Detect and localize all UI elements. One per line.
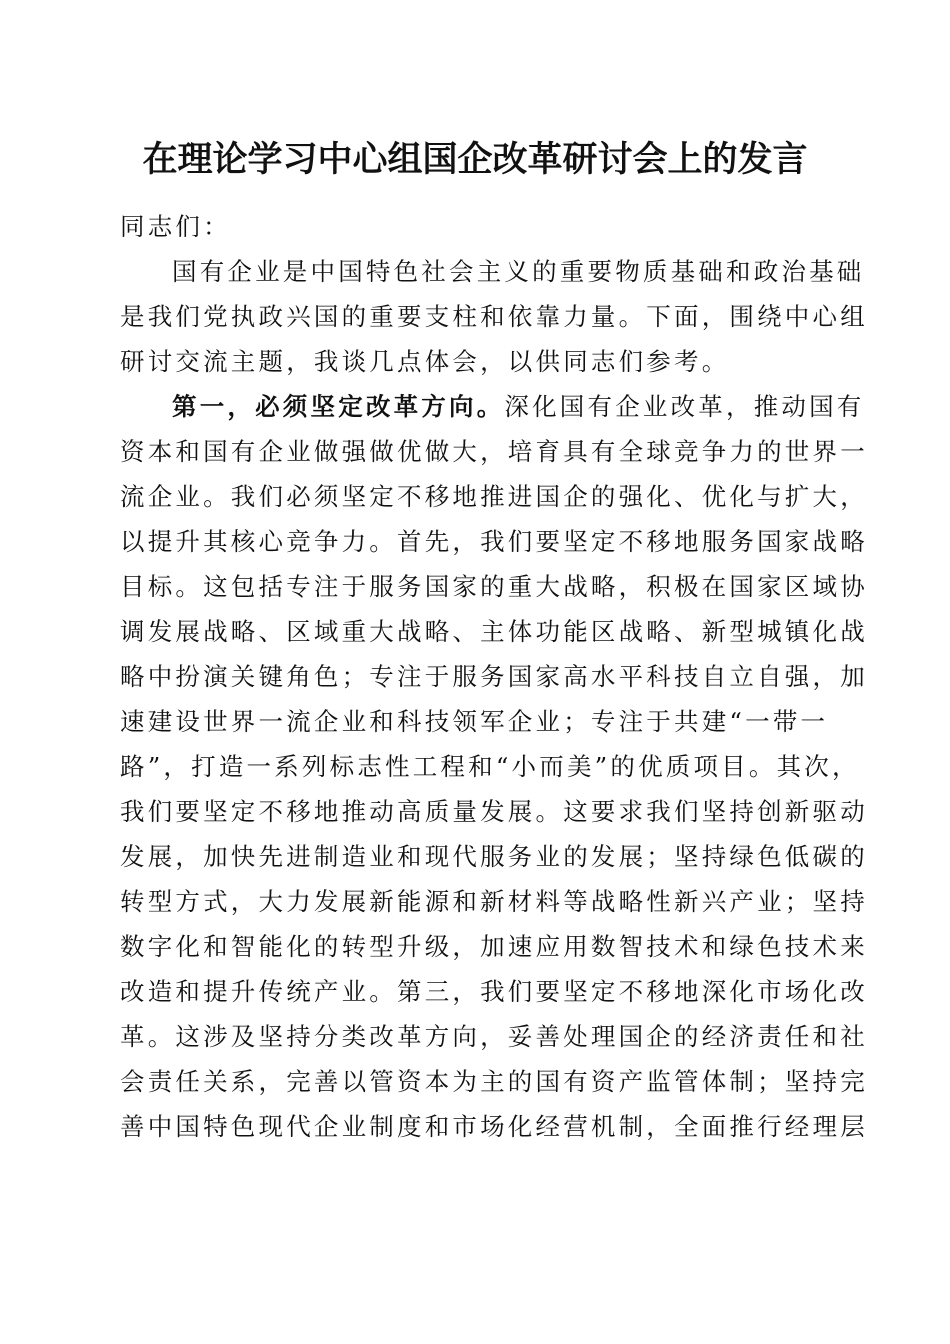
paragraph-line: 改造和提升传统产业。第三，我们要坚定不移地深化市场化改 [120,977,868,1006]
salutation: 同志们： [120,212,231,241]
paragraph-line: 速建设世界一流企业和科技领军企业；专注于共建“一带一 [120,707,829,736]
paragraph-line: 目标。这包括专注于服务国家的重大战略，积极在国家区域协 [120,572,868,601]
paragraph-line: 流企业。我们必须坚定不移地推进国企的强化、优化与扩大， [120,482,868,511]
paragraph-line: 以提升其核心竞争力。首先，我们要坚定不移地服务国家战略 [120,527,868,556]
paragraph-line: 发展，加快先进制造业和现代服务业的发展；坚持绿色低碳的 [120,842,868,871]
document-title: 在理论学习中心组国企改革研讨会上的发言 [142,139,808,180]
document-body [120,204,868,1149]
paragraph-line: 研讨交流主题，我谈几点体会，以供同志们参考。 [120,347,730,376]
paragraph-line: 资本和国有企业做强做优做大，培育具有全球竞争力的世界一 [120,437,868,466]
paragraph-line: 国有企业是中国特色社会主义的重要物质基础和政治基础 [172,257,865,286]
paragraph-line: 善中国特色现代企业制度和市场化经营机制，全面推行经理层 [120,1112,868,1141]
paragraph-line: 路”，打造一系列标志性工程和“小而美”的优质项目。其次， [120,752,860,781]
paragraph-line: 是我们党执政兴国的重要支柱和依靠力量。下面，围绕中心组 [120,302,868,331]
paragraph-line: 我们要坚定不移地推动高质量发展。这要求我们坚持创新驱动 [120,797,868,826]
section-heading: 第一，必须坚定改革方向。 [172,392,505,421]
paragraph-line [120,384,865,429]
paragraph-line: 调发展战略、区域重大战略、主体功能区战略、新型城镇化战 [120,617,868,646]
paragraph-line: 数字化和智能化的转型升级，加速应用数智技术和绿色技术来 [120,932,868,961]
paragraph-line: 革。这涉及坚持分类改革方向，妥善处理国企的经济责任和社 [120,1022,868,1051]
paragraph-line-text: 深化国有企业改革，推动国有 [504,392,865,421]
paragraph-line: 略中扮演关键角色；专注于服务国家高水平科技自立自强，加 [120,662,868,691]
paragraph-line: 转型方式，大力发展新能源和新材料等战略性新兴产业；坚持 [120,887,868,916]
paragraph-line: 会责任关系，完善以管资本为主的国有资产监管体制；坚持完 [120,1067,868,1096]
